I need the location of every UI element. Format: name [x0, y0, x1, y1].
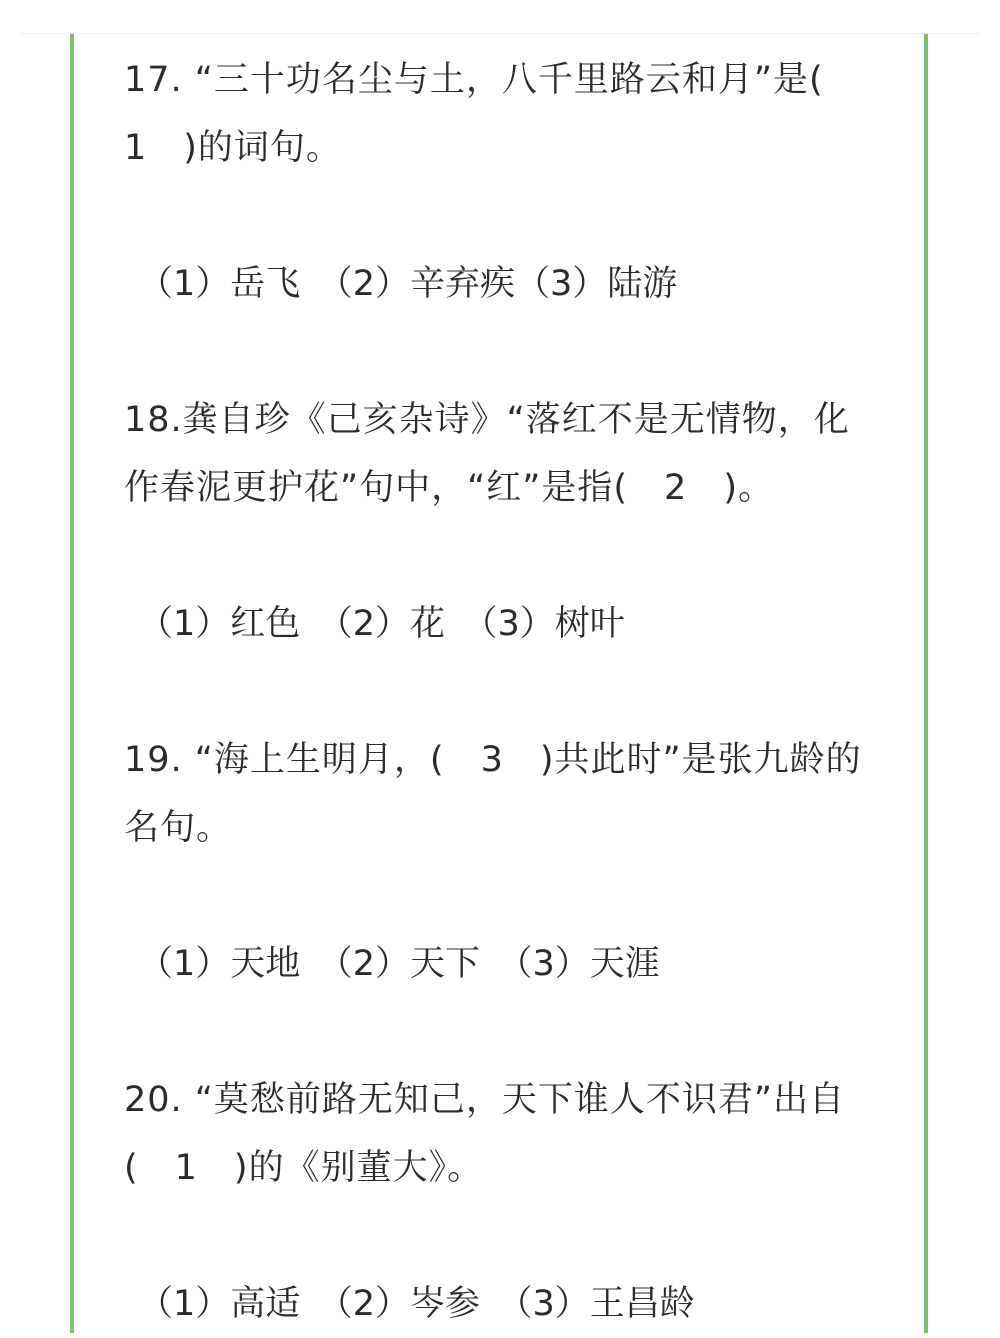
options-20: （1）高适 （2）岑参 （3）王昌龄 [138, 1284, 695, 1324]
options-19: （1）天地 （2）天下 （3）天涯 [138, 944, 660, 984]
question-line: ( 1 )的《别董大》。 [124, 1148, 484, 1188]
question-line: 17. “三十功名尘与土，八千里路云和月”是( [124, 60, 824, 100]
question-19 [124, 726, 884, 862]
question-line: 19. “海上生明月，( 3 )共此时”是张九龄的 [124, 740, 862, 780]
question-line: 18.龚自珍《己亥杂诗》“落红不是无情物，化 [124, 400, 850, 440]
question-20 [124, 1066, 884, 1202]
question-17 [124, 46, 884, 182]
question-block-18 [124, 386, 884, 726]
question-line: 1 )的词句。 [124, 128, 342, 168]
quiz-content [124, 46, 884, 1338]
question-line: 20. “莫愁前路无知己，天下谁人不识君”出自 [124, 1080, 846, 1120]
question-block-19 [124, 726, 884, 1066]
options-18: （1）红色 （2）花 （3）树叶 [138, 604, 625, 644]
question-18 [124, 386, 884, 522]
question-line: 名句。 [124, 808, 233, 848]
question-line: 作春泥更护花”句中，“红”是指( 2 )。 [124, 468, 774, 508]
question-block-20 [124, 1066, 884, 1338]
options-17: （1）岳飞 （2）辛弃疾（3）陆游 [138, 264, 678, 304]
question-block-17 [124, 46, 884, 386]
